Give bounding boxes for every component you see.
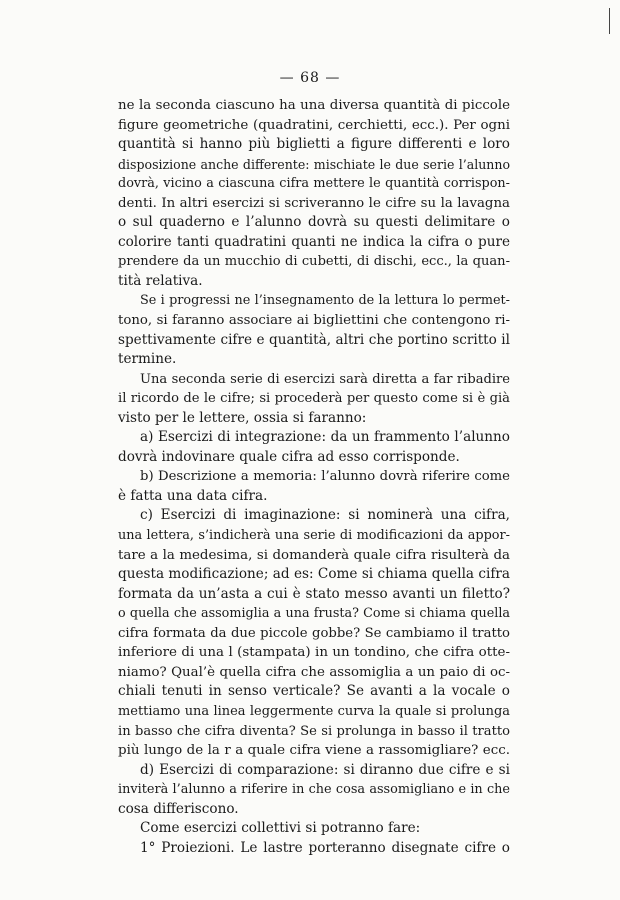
text-line: in basso che cifra diventa? Se si prolunga in basso il tratto <box>118 723 510 739</box>
text-line: b) Descrizione a memoria: l’alunno dovrà riferire come <box>140 469 510 485</box>
text-line: tità relativa. <box>118 272 203 289</box>
text-line: termine. <box>118 351 177 368</box>
text-line: 1° Proiezioni. Le lastre porteranno disegnate cifre o <box>140 839 510 856</box>
text-line: prendere da un mucchio di cubetti, di dischi, ecc., la quan- <box>118 254 510 270</box>
page-number: — 68 — <box>279 70 341 86</box>
text-line: Se i progressi ne l’insegnamento de la lettura lo permet- <box>140 293 510 309</box>
text-line: Come esercizi collettivi si potranno fare: <box>140 820 421 837</box>
text-line: il ricordo de le cifre; si procederà per questo come si è già <box>118 391 510 407</box>
text-line: figure geometriche (quadratini, cerchietti, ecc.). Per ogni <box>118 117 510 133</box>
text-line: spettivamente cifre e quantità, altri che portino scritto il <box>118 331 510 348</box>
text-line: o sul quaderno e l’alunno dovrà su questi delimitare o <box>118 214 510 231</box>
text-line: chiali tenuti in senso verticale? Se avanti a la vocale o <box>118 683 510 700</box>
text-line: quantità si hanno più biglietti a figure differenti e loro <box>118 136 510 153</box>
text-line: denti. In altri esercizi si scriveranno le cifre su la lavagna <box>118 195 510 211</box>
text-line: a) Esercizi di integrazione: da un frammento l’alunno <box>140 429 510 446</box>
body-text <box>118 96 510 858</box>
text-line: questa modificazione; ad es: Come si chiama quella cifra <box>118 566 510 583</box>
text-line: ne la seconda ciascuno ha una diversa quantità di piccole <box>118 98 510 113</box>
text-line: d) Esercizi di comparazione: si diranno due cifre e si <box>140 761 510 778</box>
text-line: o quella che assomiglia a una frusta? Come si chiama quella <box>118 606 510 622</box>
text-line: una lettera, s’indicherà una serie di modificazioni da appor- <box>118 528 510 544</box>
text-line: più lungo de la r a quale cifra viene a rassomigliare? ecc. <box>118 743 510 759</box>
text-line: cosa differiscono. <box>118 800 239 817</box>
text-line: cifra formata da due piccole gobbe? Se cambiamo il tratto <box>118 625 510 641</box>
text-line: visto per le lettere, ossia si faranno: <box>118 409 367 426</box>
text-line: mettiamo una linea leggermente curva la quale si prolunga <box>118 703 510 719</box>
text-line: dovrà, vicino a ciascuna cifra mettere le quantità corrispon- <box>118 176 510 192</box>
page-edge-mark <box>609 8 610 34</box>
text-line: dovrà indovinare quale cifra ad esso corrisponde. <box>118 448 460 465</box>
text-line: colorire tanti quadratini quanti ne indica la cifra o pure <box>118 233 510 250</box>
text-line: è fatta una data cifra. <box>118 487 268 504</box>
text-line: formata da un’asta a cui è stato messo avanti un filetto? <box>118 585 510 602</box>
text-line: c) Esercizi di imaginazione: si nominerà una cifra, <box>140 507 510 524</box>
text-line: Una seconda serie di esercizi sarà diretta a far ribadire <box>140 371 510 387</box>
text-line: niamo? Qual’è quella cifra che assomiglia a un paio di oc- <box>118 664 510 680</box>
text-line: tare a la medesima, si domanderà quale cifra risulterà da <box>118 547 510 563</box>
text-line: inviterà l’alunno a riferire in che cosa assomigliano e in che <box>118 782 510 798</box>
text-line: inferiore di una l (stampata) in un tondino, che cifra otte- <box>118 645 510 661</box>
text-line: tono, si faranno associare ai bigliettini che contengono ri- <box>118 313 510 329</box>
text-line: disposizione anche differente: mischiate le due serie l’alunno <box>118 156 510 172</box>
